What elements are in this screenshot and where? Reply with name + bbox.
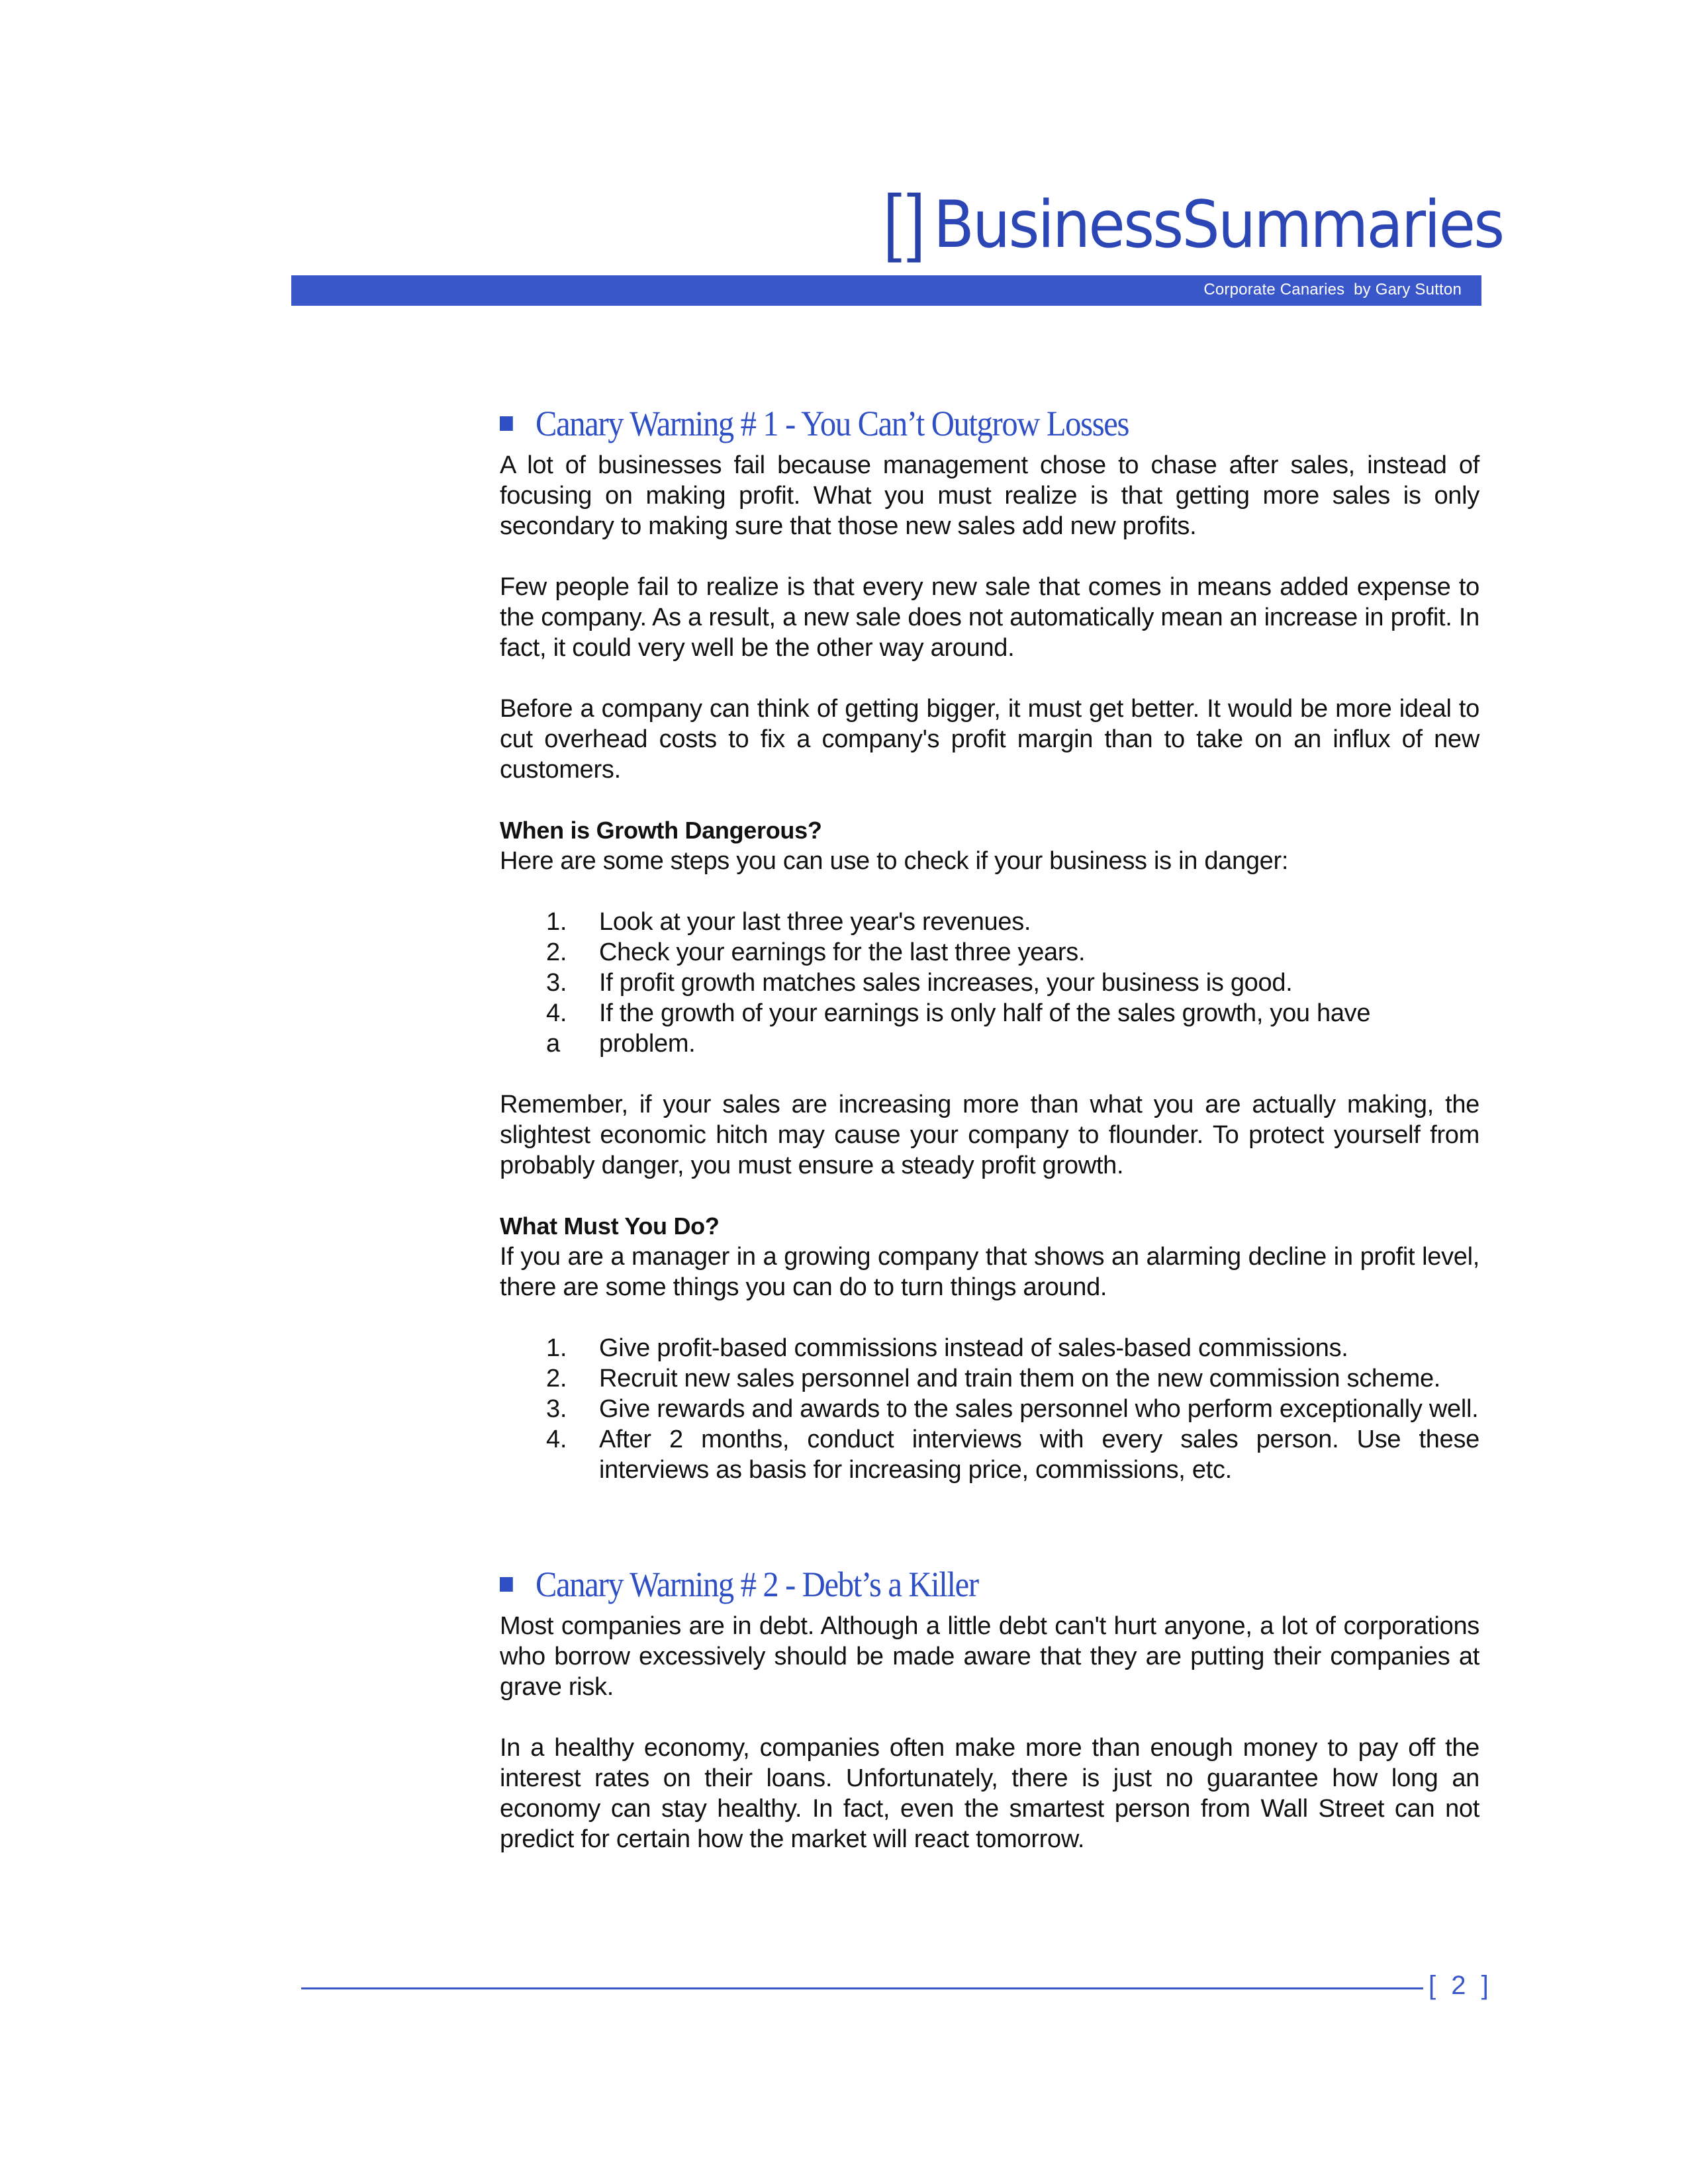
list-text: problem. — [599, 1030, 696, 1058]
subheading-what-must-you-do: What Must You Do? — [500, 1212, 720, 1240]
logo-bracket-open: [ — [882, 179, 906, 271]
paragraph: Here are some steps you can use to check if your business is in danger: — [500, 847, 1289, 875]
section-heading-canary-1 — [500, 397, 1382, 450]
list-text: Give profit-based commissions instead of sales-based commissions. — [599, 1334, 1348, 1362]
list-number: 4. — [546, 1426, 567, 1453]
list-item — [500, 1394, 1479, 1424]
paragraph: Few people fail to realize is that every new sale that comes in means added expense to the company. As a result, a new sale does not automatically mean an increase in profit. In fact, it could very well be the other way around. — [500, 573, 1479, 662]
list-text: Recruit new sales personnel and train them on the new commission scheme. — [599, 1365, 1441, 1392]
list-text: After 2 months, conduct interviews with every sales person. Use these interviews as basis for increasing price, commissions, etc. — [599, 1426, 1479, 1484]
list-item — [500, 937, 1479, 968]
paragraph: Remember, if your sales are increasing more than what you are actually making, the slightest economic hitch may cause your company to flounder. To protect yourself from probably danger, you must ensure a steady profit growth. — [500, 1091, 1479, 1179]
square-bullet-icon — [500, 416, 513, 431]
list-number: 1. — [546, 908, 567, 936]
list-text: If the growth of your earnings is only half of the sales growth, you have — [599, 999, 1371, 1027]
list-text: Give rewards and awards to the sales personnel who perform exceptionally well. — [599, 1395, 1479, 1423]
list-number: 4. — [546, 999, 567, 1027]
paragraph: If you are a manager in a growing company that shows an alarming decline in profit level, there are some things you can do to turn things around. — [500, 1243, 1479, 1301]
paragraph: In a healthy economy, companies often make more than enough money to pay off the interest rates on their loans. Unfortunately, there is just no guarantee how long an economy can stay healthy. In fact, even the smartest person from Wall Street can not predict for certain how the market will react tomorrow. — [500, 1734, 1479, 1853]
action-steps — [500, 1333, 1479, 1485]
list-text: Check your earnings for the last three years. — [599, 938, 1086, 966]
list-number: 1. — [546, 1334, 567, 1362]
page-content — [500, 397, 1479, 1854]
list-item — [500, 907, 1479, 937]
paragraph: A lot of businesses fail because management chose to chase after sales, instead of focusing on making profit. What you must realize is that getting more sales is only secondary to making sure that those new sales add new profits. — [500, 451, 1479, 540]
list-item — [500, 968, 1479, 998]
section-heading-canary-2 — [500, 1558, 1382, 1611]
header-bar — [291, 275, 1481, 306]
section-heading-text: Canary Warning # 1 - You Can’t Outgrow Losses — [536, 404, 1129, 443]
list-number: 2. — [546, 938, 567, 966]
list-number: 2. — [546, 1365, 567, 1392]
list-item — [500, 1363, 1479, 1394]
list-number: a — [546, 1030, 560, 1058]
document-title: Corporate Canaries by Gary Sutton — [1203, 281, 1462, 298]
list-text: Look at your last three year's revenues. — [599, 908, 1031, 936]
list-item — [500, 1424, 1479, 1485]
page-number: [ 2 ] — [1429, 1971, 1493, 2000]
square-bullet-icon — [500, 1577, 513, 1592]
paragraph: Most companies are in debt. Although a little debt can't hurt anyone, a lot of corporations who borrow excessively should be made aware that they are putting their companies at grave risk. — [500, 1612, 1479, 1701]
business-summaries-logo — [879, 179, 1503, 271]
footer-rule — [301, 1987, 1423, 1989]
logo-wordmark: BusinessSummaries — [933, 187, 1503, 263]
list-number: 3. — [546, 969, 567, 997]
list-text: If profit growth matches sales increases, your business is good. — [599, 969, 1293, 997]
growth-check-steps — [500, 907, 1479, 1059]
list-item — [500, 1333, 1479, 1363]
section-heading-text: Canary Warning # 2 - Debt’s a Killer — [536, 1565, 978, 1604]
list-item — [500, 1028, 1479, 1059]
list-number: 3. — [546, 1395, 567, 1423]
paragraph: Before a company can think of getting bigger, it must get better. It would be more ideal to cut overhead costs to fix a company's profit margin than to take on an influx of new customers. — [500, 695, 1479, 784]
logo-bracket-close: ] — [902, 179, 926, 271]
list-item — [500, 998, 1479, 1028]
subheading-growth-dangerous: When is Growth Dangerous? — [500, 817, 822, 844]
